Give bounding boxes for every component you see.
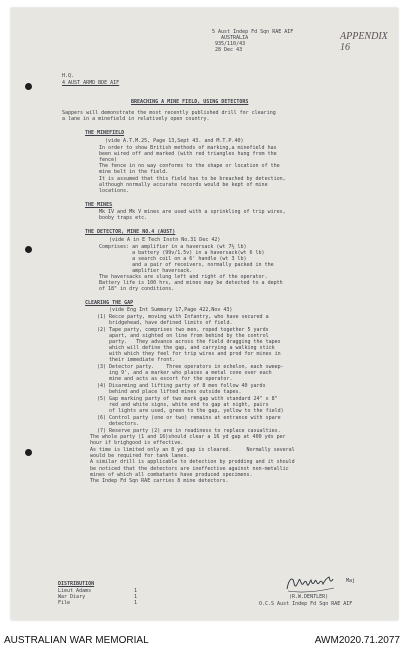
mines-line: Mk IV and Mk V mines are used with a sprinkling of trip wires, xyxy=(99,209,286,215)
gap-line: (vide Eng Int Summary 17,Page 422,Nov 43) xyxy=(109,307,233,313)
gap-line: As time is limited only an 8 yd gap is cleared. Normally several xyxy=(90,447,295,453)
gap-line: hour if brighgood is effective. xyxy=(90,440,184,446)
punch-hole xyxy=(25,449,32,456)
footer-institution: AUSTRALIAN WAR MEMORIAL xyxy=(4,635,149,646)
distribution-name: War Diary xyxy=(58,594,86,600)
intro-line: Sappers will demonstrate the most recently published drill for clearing xyxy=(62,110,276,116)
gap-line: their immediate front. xyxy=(97,357,176,363)
detector-line: The haversacks are slung left and right of the operator. xyxy=(99,274,268,280)
detector-line: Battery life is 100 hrs, and mines may be detected to a depth xyxy=(99,280,283,286)
gap-line: of lights are used, green to the gap, yellow to the field) xyxy=(97,408,284,414)
gap-line: (6) Control party (one or two) remains at entrance with spare xyxy=(97,415,281,421)
section-title-gap: CLEARING THE GAP xyxy=(85,300,134,306)
gap-line: with which they feel for trip wires and prod for mines in xyxy=(97,351,281,357)
distribution-name: Lieut Adams xyxy=(58,588,92,594)
signature-name: (R.W.DENTLER) xyxy=(289,594,329,600)
detector-line: a search coil on a 6' handle (wt 3 lb) xyxy=(99,256,247,262)
punch-hole xyxy=(25,246,32,253)
gap-line: (1) Recce party, moving with Infantry, who have secured a xyxy=(97,314,269,320)
gap-line: (7) Reserve party (2) are in readiness to replace casualties. xyxy=(97,428,281,434)
minefield-line: (vide A.T.M.25, Page 13,Sept 43. and M.T.P.40) xyxy=(105,138,244,144)
gap-line: bridgehead, have defined limits of field. xyxy=(97,320,233,326)
gap-line: (5) Gap marking party of two mark gap with standard 24" x 8" xyxy=(97,396,278,402)
section-title-minefield: THE MINEFIELD xyxy=(85,130,125,136)
gap-line: (2) Tape party, comprises two men, roped together 5 yards xyxy=(97,327,269,333)
distribution-title: DISTRIBUTION xyxy=(58,581,95,587)
header-ref: 935/110/43 xyxy=(215,41,246,47)
minefield-line: In order to show British methods of marking,a minefield has xyxy=(99,145,277,151)
gap-line: party. They advance across the field dragging the tapes xyxy=(97,339,281,345)
distribution-count: 1 xyxy=(134,600,138,606)
gap-line: apart, and sighted on line from behind by the control xyxy=(97,333,269,339)
footer-accession-number: AWM2020.71.2077 xyxy=(314,635,400,646)
detector-line: of 18" in dry conditions. xyxy=(99,286,175,292)
gap-line: would be required for tank lanes. xyxy=(90,453,190,459)
minefield-line: been wired off and marked (with red triangles hung from the xyxy=(99,151,277,157)
header-unit: 5 Aust Indep Fd Sqn RAE AIF xyxy=(212,29,294,35)
header-country: AUSTRALIA xyxy=(221,35,249,41)
appendix-label: APPENDIX 16 xyxy=(340,31,388,53)
document-page xyxy=(11,8,398,620)
gap-line: which will define the gap, and carrying a walking stick xyxy=(97,345,275,351)
detector-line: and a pair of receivers, normally packed in the xyxy=(99,262,274,268)
document-subject: BREACHING A MINE FIELD, USING DETECTORS xyxy=(131,99,249,105)
minefield-line: mine belt in the field. xyxy=(99,169,169,175)
intro-line: a lane in a minefield in relatively open country. xyxy=(62,116,210,122)
gap-line: (3) Detector party. Three operators in echelon, each sweep- xyxy=(97,364,284,370)
distribution-count: 1 xyxy=(134,594,138,600)
punch-hole xyxy=(25,83,32,90)
gap-line: detectors. xyxy=(97,421,140,427)
handwritten-signature xyxy=(284,571,340,595)
gap-line: mine and acts as escort for the operator. xyxy=(97,376,233,382)
gap-line: red and white signs, white end to gap at night, pairs xyxy=(97,402,269,408)
header-date: 28 Dec 43 xyxy=(215,47,243,53)
section-title-mines: THE MINES xyxy=(85,202,113,208)
minefield-line: locations. xyxy=(99,188,130,194)
archive-footer xyxy=(0,630,405,653)
recipient-line: H.Q. xyxy=(62,73,75,79)
distribution-count: 1 xyxy=(134,588,138,594)
mines-line: booby traps etc. xyxy=(99,215,148,221)
gap-line: A similar drill is applicable to detection by prodding and it should xyxy=(90,459,295,465)
section-title-detector: THE DETECTOR, MINE NO.4 (AUST) xyxy=(85,229,176,235)
detector-line: Comprises: an amplifier in a haversack (wt 7½ lb) xyxy=(99,244,247,250)
gap-line: ing 9', and a marker who places a metal cone over each xyxy=(97,370,272,376)
detector-line: (vide A in E Tech Instn No.31 Dec 42) xyxy=(109,237,221,243)
distribution-name: File xyxy=(58,600,71,606)
gap-line: The Indep Fd Sqn RAE carries 8 mine detectors. xyxy=(90,478,229,484)
signature-title: O.C.S Aust Indep Fd Sqn RAE AIF xyxy=(259,601,353,607)
gap-line: behind and place lifted mines outside tapes. xyxy=(97,389,242,395)
minefield-line: although normally accurate records would be kept of mine xyxy=(99,182,268,188)
gap-line: The whole party (1 and 16)should clear a 16 yd gap at 400 yds per xyxy=(90,434,286,440)
detector-line: a battery (99v/1.5v) in a haversack(wt 6 lb) xyxy=(99,250,265,256)
gap-line: (4) Disarming and lifting party of 8 men follow 40 yards xyxy=(97,383,266,389)
minefield-line: It is assumed that this field has to be breached by detection, xyxy=(99,176,286,182)
signature-rank: Maj xyxy=(346,578,356,584)
gap-line: mines of which all combatants have produced specimens. xyxy=(90,472,253,478)
minefield-line: The fence in no way conforms to the shape or location of the xyxy=(99,163,280,169)
recipient-line: 4 AUST ARMD BDE AIF xyxy=(62,80,120,86)
gap-line: be noticed that the detectors are ineffective against non-metallic xyxy=(90,466,289,472)
minefield-line: fence) xyxy=(99,157,118,163)
detector-line: amplifier haversack. xyxy=(99,268,193,274)
